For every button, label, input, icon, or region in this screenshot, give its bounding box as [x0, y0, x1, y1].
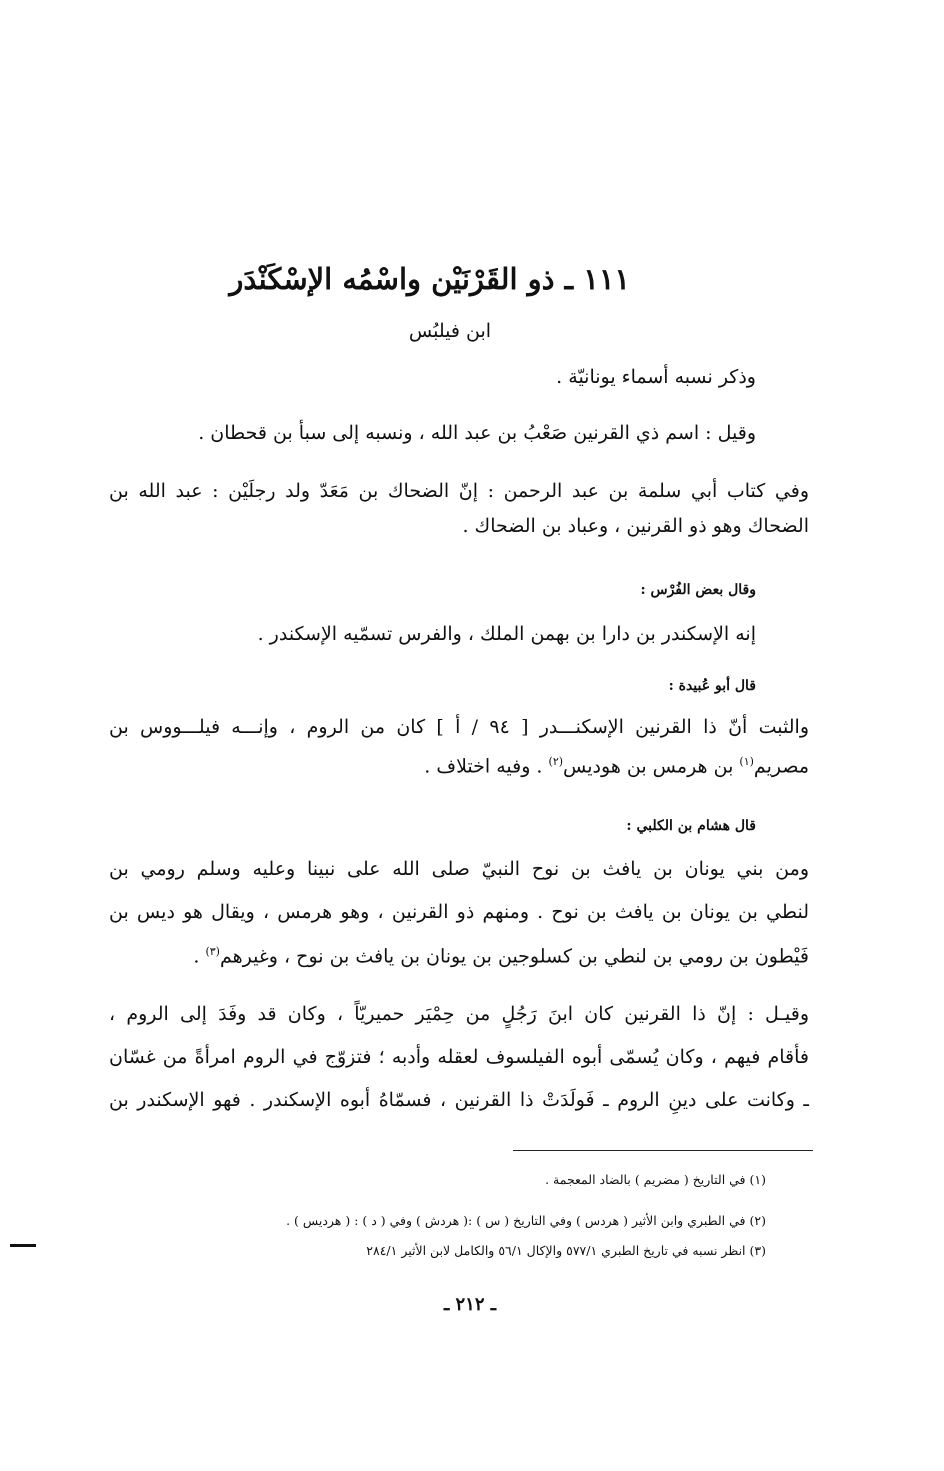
scan-margin-mark [10, 1244, 36, 1247]
text-span: فَيْطون بن رومي بن لنطي بن كسلوجين بن يونان بن يافث بن نوح ، وغيرهم [219, 945, 809, 968]
footnote: (١) في التاريخ ( مضريم ) بالضاد المعجمة . [545, 1172, 766, 1187]
footnote: (٣) انظر نسبه في تاريخ الطبري ٥٧٧/١ والإكال ٥٦/١ والكامل لابن الأثير ٢٨٤/١ [366, 1243, 766, 1258]
page-number: ـ ٢١٢ ـ [443, 1294, 497, 1315]
paragraph-line [193, 946, 809, 966]
section-heading: قال أبو عُبيدة : [668, 678, 756, 694]
paragraph-line: وقيـل : إنّ ذا القرنين كان ابنَ رَجُلٍ من حِمْيَر حميريّاً ، وكان قد وفَدَ إلى الروم ، [109, 1003, 809, 1025]
text-span: . [193, 945, 206, 968]
paragraph-line: الضحاك وهو ذو القرنين ، وعباد بن الضحاك . [462, 515, 809, 537]
paragraph-line: وذكر نسبه أسماء يونانيّة . [556, 366, 756, 388]
footnote-ref: (١) [739, 755, 754, 768]
paragraph-line: والثبت أنّ ذا القرنين الإسكنـــدر [ ٩٤ / أ ] كان من الروم ، وإنـــه فيلـــووس بن [109, 716, 809, 738]
paragraph-line: ومن بني يونان بن يافث بن نوح النبيّ صلى الله على نبينا وعليه وسلم رومي بن [109, 858, 809, 880]
paragraph-line: وقيل : اسم ذي القرنين صَعْبُ بن عبد الله ، ونسبه إلى سبأ بن قحطان . [198, 422, 756, 444]
paragraph-line: فأقام فيهم ، وكان يُسمّى أبوه الفيلسوف لعقله وأدبه ؛ فتزوّج في الروم امرأةً من غسّان [109, 1046, 809, 1068]
paragraph-line: لنطي بن يونان بن يافث بن نوح . ومنهم ذو القرنين ، وهو هرمس ، ويقال هو ديس بن [109, 901, 809, 923]
footnote-ref: (٣) [205, 945, 220, 958]
chapter-title: ١١١ ـ ذو القَرْنَيْن واسْمُه الإسْكَنْدَر [229, 262, 630, 296]
text-span: . وفيه اختلاف . [424, 755, 549, 778]
section-heading: قال هشام بن الكلبي : [626, 818, 756, 834]
section-heading: وقال بعض الفُرْس : [640, 582, 756, 598]
footnote-ref: (٢) [548, 755, 564, 768]
paragraph-line: ـ وكانت على دينِ الروم ـ فَولَدَتْ ذا القرنين ، فسمّاهُ أبوه الإسكندر . فهو الإسكندر بن [109, 1089, 809, 1111]
text-span: بن هرمس بن هوديس [563, 755, 740, 778]
paragraph-line: وفي كتاب أبي سلمة بن عبد الرحمن : إنّ الضحاك بن مَعَدّ ولد رجلَيْن : عبد الله بن [109, 480, 809, 502]
chapter-subtitle: ابن فيلبُس [408, 320, 492, 342]
paragraph-line: إنه الإسكندر بن دارا بن بهمن الملك ، والفرس تسمّيه الإسكندر . [257, 623, 756, 645]
paragraph-line [424, 756, 809, 776]
footnote-separator [513, 1150, 813, 1151]
footnote: (٢) في الطبري وابن الأثير ( هردس ) وفي التاريخ ( س ) :( هردش ) وفي ( د ) : ( هرديس ) . [286, 1213, 766, 1228]
text-span: مصريم [753, 755, 809, 778]
